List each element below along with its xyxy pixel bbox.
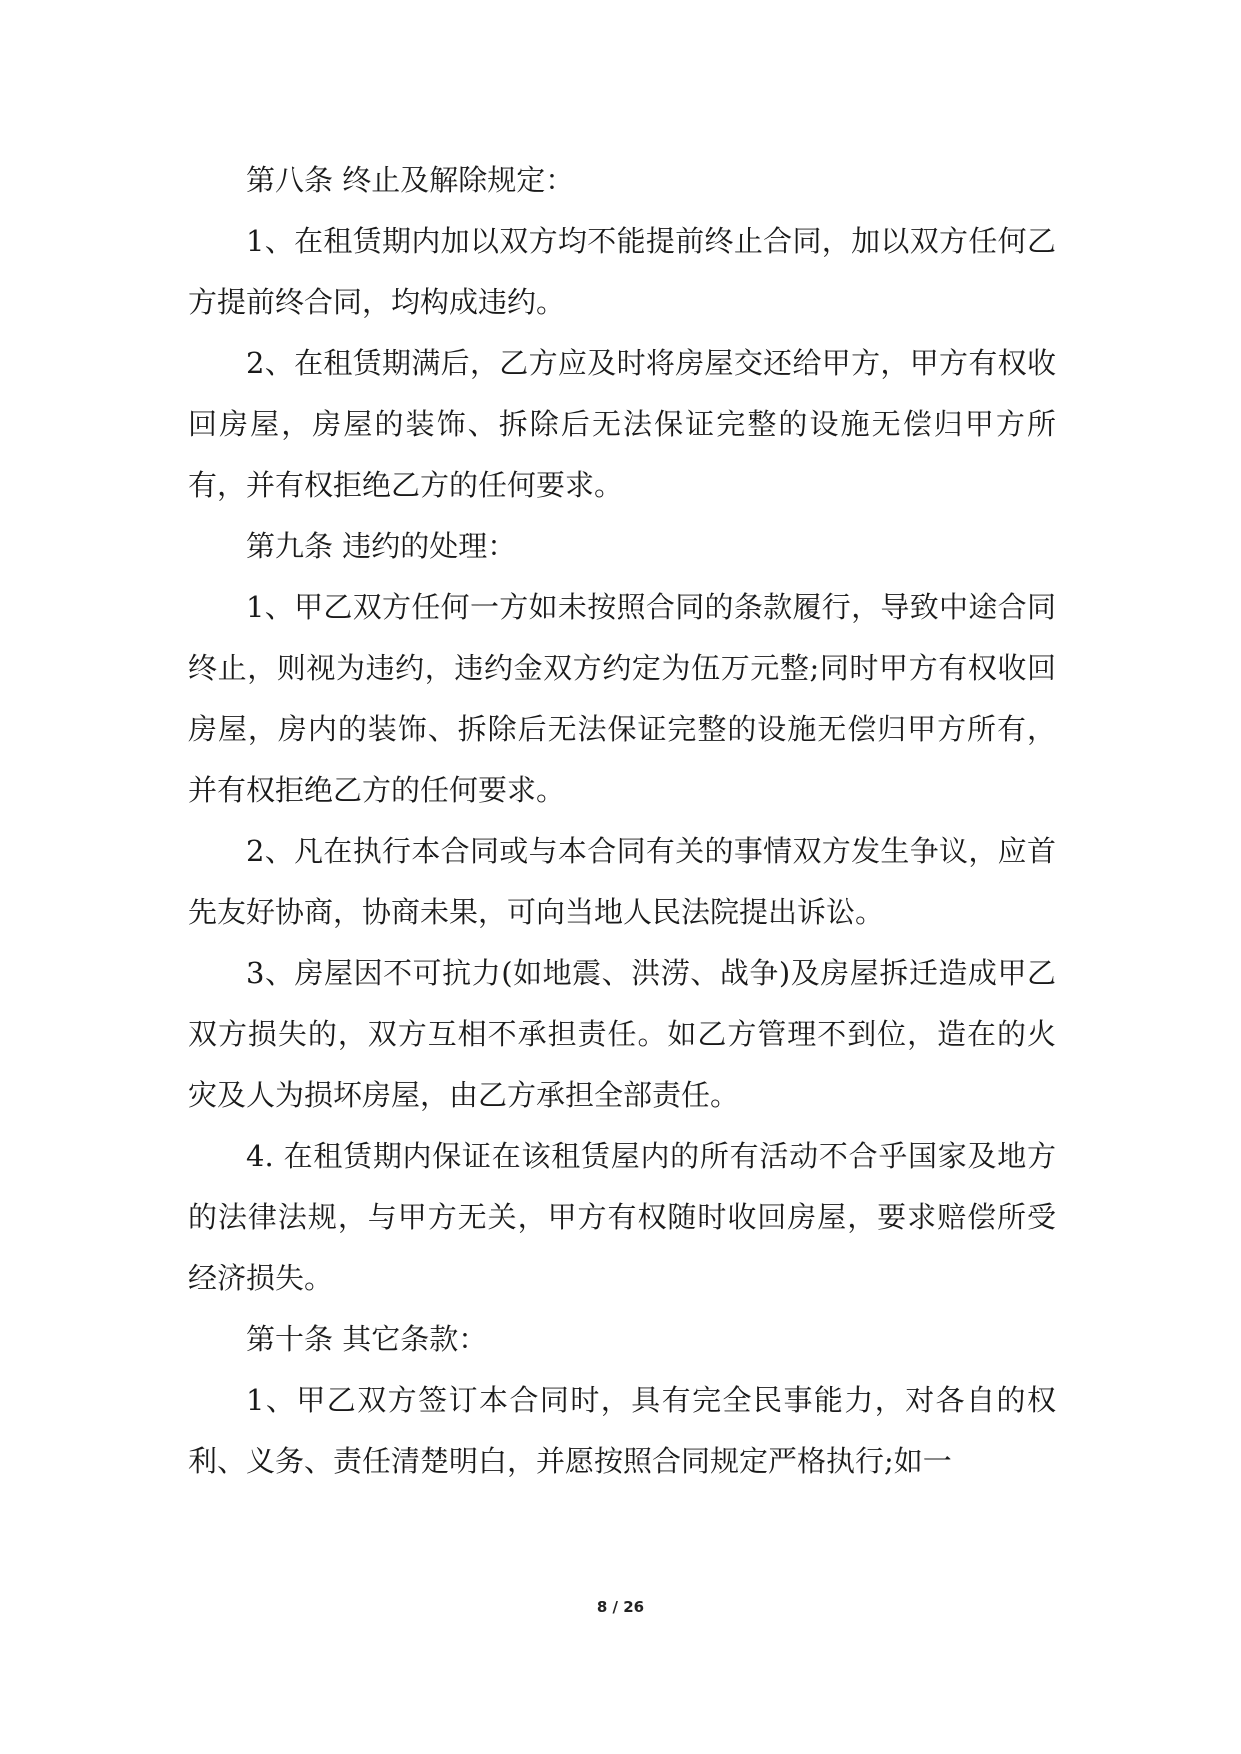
paragraph: 4. 在租赁期内保证在该租赁屋内的所有活动不合乎国家及地方的法律法规，与甲方无关，甲方有权随时收回房屋，要求赔偿所受经济损失。 [188, 1139, 1056, 1295]
page-number: 8 / 26 [596, 1598, 645, 1616]
paragraph: 1、甲乙双方签订本合同时，具有完全民事能力，对各自的权利、义务、责任清楚明白，并愿按照合同规定严格执行;如一 [188, 1383, 1056, 1478]
paragraph: 2、在租赁期满后，乙方应及时将房屋交还给甲方，甲方有权收回房屋，房屋的装饰、拆除后无法保证完整的设施无偿归甲方所有，并有权拒绝乙方的任何要求。 [188, 346, 1056, 502]
section-heading-article-10: 第十条 其它条款： [246, 1322, 488, 1356]
document-body [188, 150, 1056, 1492]
paragraph: 3、房屋因不可抗力(如地震、洪涝、战争)及房屋拆迁造成甲乙双方损失的，双方互相不承担责任。如乙方管理不到位，造在的火灾及人为损坏房屋，由乙方承担全部责任。 [188, 956, 1056, 1112]
paragraph: 1、甲乙双方任何一方如未按照合同的条款履行，导致中途合同终止，则视为违约，违约金双方约定为伍万元整;同时甲方有权收回房屋，房内的装饰、拆除后无法保证完整的设施无偿归甲方所有，并有权拒绝乙方的任何要求。 [188, 590, 1056, 807]
section-heading-article-9: 第九条 违约的处理： [246, 529, 517, 563]
paragraph: 1、在租赁期内加以双方均不能提前终止合同，加以双方任何乙方提前终合同，均构成违约。 [188, 224, 1056, 319]
paragraph: 2、凡在执行本合同或与本合同有关的事情双方发生争议，应首先友好协商，协商未果，可向当地人民法院提出诉讼。 [188, 834, 1056, 929]
section-heading-article-8: 第八条 终止及解除规定： [246, 163, 575, 197]
